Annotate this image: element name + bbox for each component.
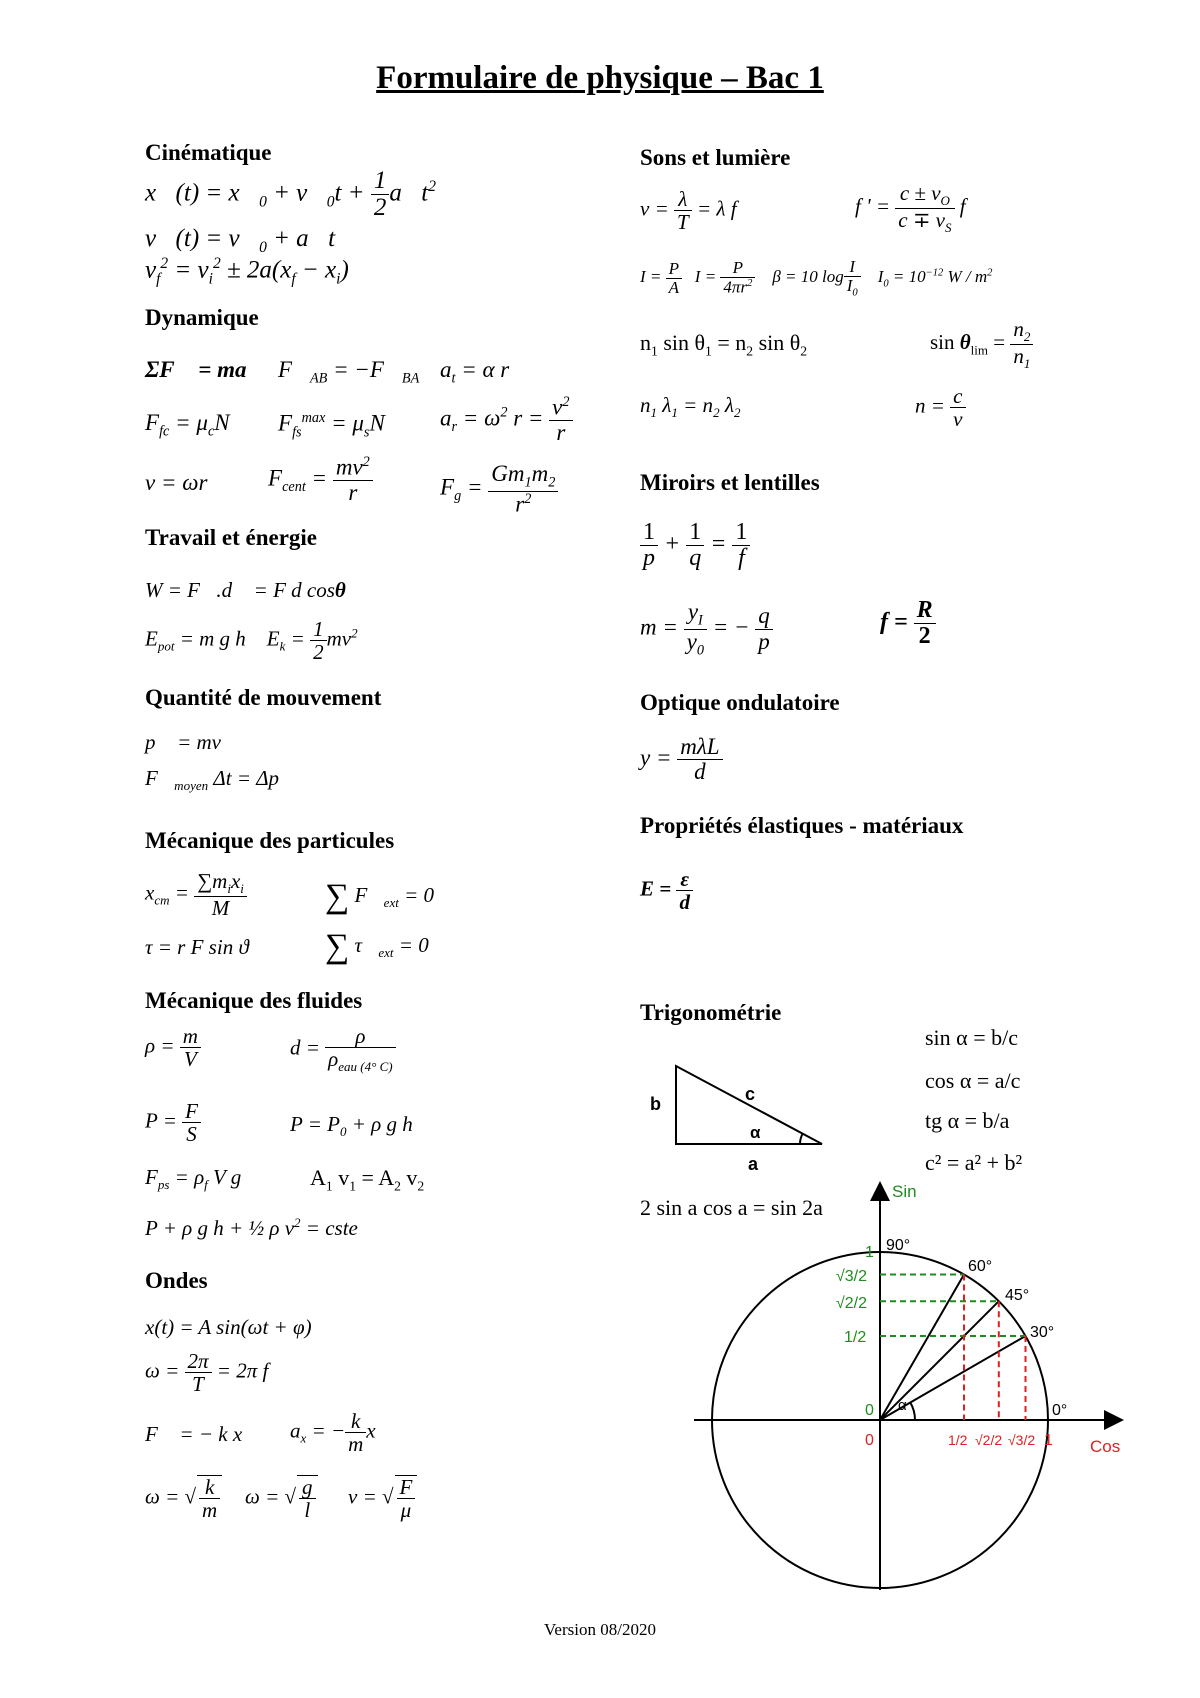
eq-relative-density: d = $\frac{\rho}{\rho_{eau (4^\circ C)}}$ (290, 1025, 396, 1074)
section-optique: Optique ondulatoire (640, 690, 840, 715)
y-tick-0: 0 (865, 1402, 874, 1419)
eq-acceleration-shm: $a_x$ = − $\frac{k}{m}$ x (290, 1409, 376, 1457)
section-fluides: Mécanique des fluides (145, 988, 363, 1013)
triangle-label-b: b (650, 1094, 661, 1114)
y-tick-1: 1 (865, 1244, 874, 1261)
triangle-label-alpha: α (750, 1123, 761, 1142)
eq-angular-speed: v = ωr (145, 470, 208, 495)
eq-radial-acc: $a_r = \omega^2$ r = $\frac{v^2}{r}$ (440, 395, 573, 445)
eq-focal-radius: f = $\frac{R}{2}$ (880, 598, 936, 649)
trig-tg-def: tg α = b/a (925, 1108, 1010, 1133)
eq-action-reaction: $F⃗_{AB}$ = $-F⃗_{BA}$ (278, 357, 420, 387)
section-trigo: Trigonométrie (640, 1000, 782, 1025)
eq-sum-forces: ∑ $F⃗_{ext}$ = 0⃗ (325, 878, 451, 915)
eq-energies: $E_{pot} = m$ g h $E_k$ = $\frac{1}{2}$ $mv^2$ (145, 617, 358, 665)
eq-critical-angle: $\sin \theta_{lim}$ = $\frac{n_2}{n_1}$ (930, 318, 1033, 371)
eq-momentum: p⃗ = mv⃗ (145, 730, 238, 754)
trig-sin-def: sin α = b/c (925, 1025, 1018, 1050)
trig-cos-def: cos α = a/c (925, 1068, 1021, 1093)
eq-continuity: $A_1$ $v_1 = A_2$ $v_2$ (310, 1165, 425, 1194)
angle-arc (800, 1133, 803, 1144)
triangle-shape (676, 1066, 822, 1144)
eq-magnification: m = $\frac{y_I}{y_0}$ = − $\frac{q}{p}$ (640, 600, 773, 658)
sin-axis-label: Sin (892, 1182, 917, 1201)
eq-bernoulli: P + ρ g h + ½ ρ $v^2$ = cste (145, 1215, 358, 1240)
eq-density: ρ = $\frac{m}{V}$ (145, 1025, 201, 1070)
y-tick-r2: √2/2 (836, 1295, 868, 1312)
eq-snell: $n_1$ $\sin \theta_1 = n_2$ $\sin \theta_2$ (640, 330, 808, 359)
eq-newton: ΣF⃗ = ma⃗ (145, 357, 265, 382)
eq-tangential-acc: $a_t = \alpha$ r (440, 357, 510, 387)
section-elastiques: Propriétés élastiques - matériaux (640, 813, 964, 838)
eq-center-of-mass: $x_{cm}$ = $\frac{\sum m_ix_i}{M}$ (145, 870, 247, 919)
eq-wave-speed: v = √ $\frac{F}{\mu}$ (348, 1475, 417, 1521)
section-miroirs: Miroirs et lentilles (640, 470, 820, 495)
eq-hooke: F⃗ = − k x⃗ (145, 1422, 259, 1446)
trig-double-angle: 2 sin a cos a = sin 2a (640, 1195, 823, 1220)
eq-static-friction: $F_{fs}^{max} = \mu_sN$ (278, 410, 385, 441)
section-sons: Sons et lumière (640, 145, 791, 170)
eq-gravitation: $F_g$ = $\frac{Gm_1m_2}{r^2}$ (440, 462, 558, 516)
eq-young: E = $\frac{\varepsilon}{d}$ (640, 868, 693, 913)
section-dynamique: Dynamique (145, 305, 259, 330)
eq-wave-relation: v = $\frac{\lambda}{T}$ = λ f (640, 187, 737, 235)
eq-velocity: v⃗(t) = $v⃗_0$ + a⃗t (145, 225, 336, 256)
right-triangle-diagram (640, 1060, 840, 1180)
triangle-label-a: a (748, 1154, 759, 1174)
version-footer: Version 08/2020 (544, 1620, 656, 1639)
eq-sum-torques: ∑ $\tau⃗_{ext}$ = 0⃗ (325, 928, 446, 965)
eq-omega: ω = $\frac{2\pi}{T}$ = 2π f (145, 1349, 269, 1397)
angle-label-45: 45° (1005, 1287, 1030, 1304)
x-tick-0: 0 (865, 1432, 874, 1449)
eq-centripetal: $F_{cent}$ = $\frac{mv^2}{r}$ (268, 455, 373, 505)
eq-pressure: P = $\frac{F}{S}$ (145, 1100, 201, 1145)
angle-label-60: 60° (968, 1258, 993, 1275)
eq-omega-pendulum: ω = √ $\frac{g}{l}$ (245, 1475, 318, 1521)
alpha-label: α (898, 1397, 907, 1414)
alpha-arc (910, 1402, 915, 1420)
page-title: Formulaire de physique – Bac 1 (376, 60, 824, 96)
eq-lens: $\frac{1}{p}$ + $\frac{1}{q}$ = $\frac{1}{f}$ (640, 520, 750, 571)
x-tick-r2: √2/2 (975, 1432, 1003, 1448)
section-ondes: Ondes (145, 1268, 208, 1293)
eq-impulse: $F⃗_{moyen}$ Δt = Δp⃗ (145, 766, 296, 794)
eq-torque: τ = r F sin ϑ (145, 935, 249, 959)
x-tick-1: 1 (1044, 1432, 1053, 1449)
section-cinematique: Cinématique (145, 140, 272, 165)
unit-circle-diagram (680, 1175, 1130, 1605)
section-travail: Travail et énergie (145, 525, 318, 550)
eq-velocity-squared: $v_f^2 = v_i^2 \pm 2a(x_f - x_i)$ (145, 255, 349, 288)
x-tick-r3: √3/2 (1008, 1432, 1036, 1448)
eq-position: x⃗(t) = $x⃗_0$ + $v⃗_0t$ + $\frac{1}{2}$ $a⃗t^2$ (145, 167, 436, 222)
eq-wavelength-index: $n_1$ $\lambda_1 = n_2$ $\lambda_2$ (640, 393, 741, 421)
angle-label-90: 90° (886, 1237, 911, 1254)
y-tick-r3: √3/2 (836, 1268, 868, 1285)
eq-harmonic: x(t) = A sin(ωt + φ) (145, 1315, 312, 1339)
trig-pythagoras: c² = a² + b² (925, 1150, 1023, 1175)
eq-work: W = F⃗.d⃗ = F d cosθ (145, 578, 346, 602)
triangle-label-c: c (745, 1084, 756, 1104)
eq-doppler: f ' = $\frac{c \pm v_O}{c \mp v_S}$ f (855, 181, 966, 236)
section-quantite: Quantité de mouvement (145, 685, 382, 710)
eq-buoyancy: $F_{ps} = \rho_f$ V g (145, 1165, 242, 1193)
section-particules: Mécanique des particules (145, 828, 395, 853)
angle-label-0: 0° (1052, 1402, 1068, 1419)
eq-omega-spring: ω = √ $\frac{k}{m}$ (145, 1475, 222, 1521)
eq-intensity: I = $\frac{P}{A}$ I = $\frac{P}{4\pi r^2}$ β = 10 log $\frac{I}{I_0}$ $I_0 = 10^{-12}$ W / $m^2$ (640, 257, 993, 299)
eq-hydrostatic: $P = P_0 + \rho$ g h (290, 1112, 413, 1140)
eq-kinetic-friction: $F_{fc} = \mu_cN$ (145, 410, 230, 440)
eq-refractive-index: n = $\frac{c}{v}$ (915, 385, 966, 430)
angle-label-30: 30° (1030, 1324, 1055, 1341)
x-tick-half: 1/2 (948, 1432, 968, 1448)
eq-fringes: y = $\frac{\text{mλL}}{d}$ (640, 735, 723, 784)
cos-axis-label: Cos (1090, 1437, 1121, 1456)
y-tick-half: 1/2 (844, 1329, 867, 1346)
